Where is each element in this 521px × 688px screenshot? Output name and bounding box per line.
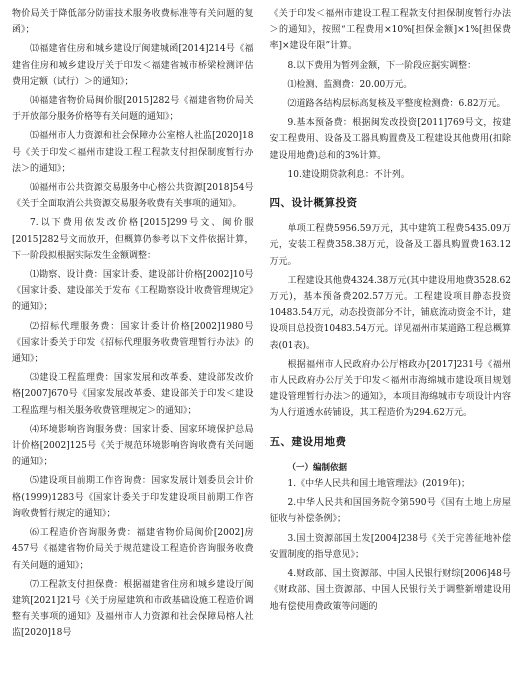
paragraph: ⑴勘察、设计费：国家计委、建设部计价格[2002]10号《国家计委、建设部关于发布《工程勘察设计收费管理规定》的通知》； [12, 270, 254, 313]
paragraph: ⑹工程造价咨询服务费：福建省物价局闽价[2002]房457号《福建省物价局关于规范建设工程造价咨询服务收费有关问题的通知》； [12, 528, 254, 571]
paragraph: 《关于印发＜福州市建设工程工程款支付担保制度暂行办法＞的通知》，按照“工程费用×10%[担保金额]×1%[担保费率]×建设年限”计算。 [269, 9, 511, 52]
paragraph: 3.国土资源部国土发[2004]238号《关于完善征地补偿安置制度的指导意见》； [269, 533, 511, 560]
paragraph: ⑴检测、监测费：20.00万元。 [287, 79, 413, 90]
paragraph: 物价局关于降低部分防雷技术服务收费标准等有关问题的复函》； [12, 9, 254, 36]
paragraph: ⑵招标代理服务费：国家计委计价格[2002]1980号《国家计委关于印发《招标代理服务收费管理暂行办法》的通知》； [12, 321, 254, 365]
paragraph: ⑶建设工程监理费：国家发展和改革委、建设部发改价格[2007]670号《国家发展改革委、建设部关于印发＜建设工程监理与相关服务收费管理规定＞的通知》； [12, 373, 254, 416]
right-column [270, 6, 512, 688]
paragraph: ⑷环境影响咨询服务费：国家计委、国家环境保护总局计价格[2002]125号《关于规范环境影响咨询收费有关问题的通知》； [12, 424, 254, 468]
right-top-paragraphs [270, 6, 512, 183]
paragraph: 1.《中华人民共和国土地管理法》(2019年)； [287, 479, 471, 490]
right-bottom-paragraphs [270, 476, 512, 615]
paragraph: 8.以下费用为暂列金额，下一阶段应据实调整： [287, 60, 477, 71]
paragraph: 4.财政部、国土资源部、中国人民银行财综[2006]48号《财政部、国土资源部、中国人民银行关于调整新增建设用地有偿使用费政策等问题的 [269, 569, 511, 612]
paragraph: 单项工程费5956.59万元，其中建筑工程费5435.09万元，安装工程费358.38万元，设备及工器具购置费163.12万元。 [269, 224, 511, 267]
paragraph: ⒁福建省物价局闽价服[2015]282号《福建省物价局关于开放部分服务价格等有关问题的通知》； [12, 96, 254, 123]
paragraph: ⒂福州市人力资源和社会保障办公室榕人社监[2020]18号《关于印发＜福州市建设工程工程款支付担保制度暂行办法＞的通知》； [12, 131, 254, 174]
section-heading-4: 四、设计概算投资 [269, 197, 358, 210]
paragraph: ⑸建设项目前期工作咨询费：国家发展计划委员会计价格(1999)1283号《国家计委关于印发建设项目前期工作咨询收费暂行规定的通知》； [12, 476, 254, 519]
paragraph: ⒀福建省住房和城乡建设厅闽建城函[2014]214号《福建省住房和城乡建设厅关于印发＜福建省城市桥梁检测评估费用定额（试行）＞的通知》； [12, 44, 254, 87]
paragraph: 2.中华人民共和国国务院令第590号《国有土地上房屋征收与补偿条例》； [269, 498, 511, 525]
paragraph: ⑵道路各结构层标高复核及平整度检测费：6.82万元。 [287, 99, 506, 110]
paragraph: 10.建设期贷款利息：不计列。 [287, 169, 410, 180]
paragraph: 9.基本预备费：根据闽发改投资[2011]769号文，按建安工程费用、设备及工器具购置费及工程建设其他费用(扣除建设用地费)总和的3%计算。 [269, 118, 511, 161]
paragraph: 工程建设其他费4324.38万元(其中建设用地费3528.62万元)，基本预备费202.57万元。工程建设项目静态投资10483.54万元，动态投资部分不计，铺底流动资金不计，建设项目总投资10483.54万元。详见福州市某道路工程总概算表(01表)。 [269, 275, 511, 351]
subsection-heading: （一）编制依据 [287, 462, 348, 473]
left-column [12, 6, 254, 688]
paragraph: 根据福州市人民政府办公厅榕政办[2017]231号《福州市人民政府办公厅关于印发＜福州市海绵城市建设项目规划建设管理暂行办法＞的通知》，本项目海绵城市专项设计内容为人行道透水砖铺设，其工程造价为294.62万元。 [269, 359, 511, 419]
section-heading-5: 五、建设用地费 [269, 435, 347, 448]
right-mid-paragraphs [270, 221, 512, 421]
paragraph: 7.以下费用依发改价格[2015]299号文、闽价服[2015]282号文而放开，但概算仍参考以下文件依据计算，下一阶段拟根据实际发生金额调整： [12, 218, 254, 261]
paragraph: ⑺工程款支付担保费：根据福建省住房和城乡建设厅闽建筑[2021]21号《关于房屋建筑和市政基础设施工程造价调整有关事项的通知》及福州市人力资源和社会保障局榕人社监[2020]18号 [12, 579, 254, 639]
paragraph: ⒃福州市公共资源交易服务中心榕公共资源[2018]54号《关于全面取消公共资源交易服务收费有关事项的通知》。 [12, 183, 254, 210]
